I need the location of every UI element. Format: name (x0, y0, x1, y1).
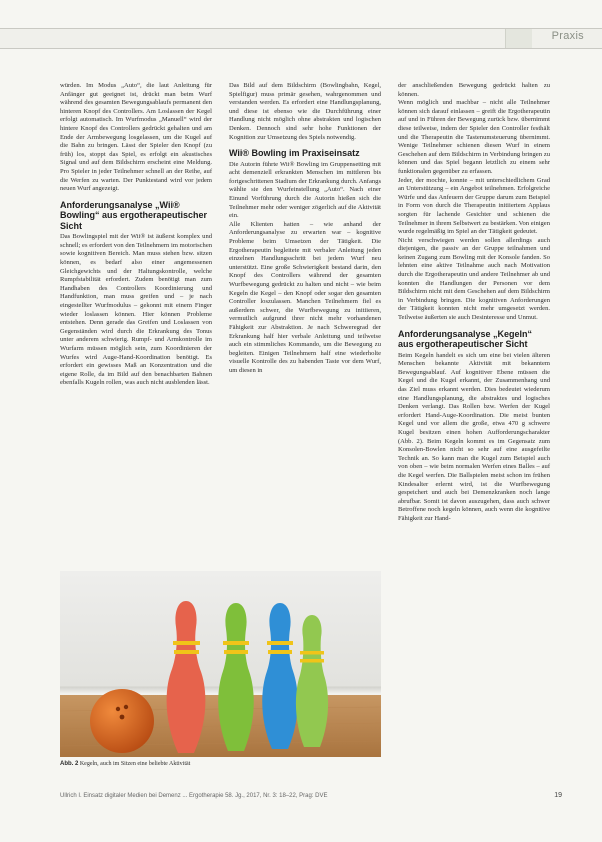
paragraph: Jeder, der mochte, konnte – mit unterschiedlichem Grad an Unterstützung – ein Angebot teilnehmen. Erfolgreiche Würfe und das Anfeuern der Gruppe darum zum Beispiel in Form von durch die Therapeutin initiiertem Applaus sorgten für lachende Gesichter und schienen die Teilnehmer in ihrem Selbstwert zu bestärken. Von einigen wurde regelmäßig im Spiel an der Tätigkeit gedeutet. (398, 176, 550, 236)
paragraph: Nicht verschwiegen werden sollen allerdings auch diejenigen, die passiv an der Gruppe teilnahmen und keinen Zugang zum Bowling mit der Konsole fanden. So lehnten eine aktive Teilnahme auch nach Motivation durch die Ergotherapeutin und andere Teilnehmer ab und konnten die Handlungen der Personen vor dem Bildschirm nicht mit dem Geschehen auf dem Bildschirm in Verbindung bringen. Die kognitiven Anforderungen der Tätigkeit konnten nicht mehr umgesetzt werden. Teilweise äußerten sie auch Desinteresse und Unmut. (398, 236, 550, 322)
caption-text: Kegeln, auch im Sitzen eine beliebte Aktivität (79, 761, 191, 767)
paragraph: würden. Im Modus „Auto“, die laut Anleitung für Anfänger gut geeignet ist, drückt man beim Wurf während des gesamten Bewegungsablaufs permanent den hinteren Knopf des Controllers. Am Loslassen der Kegel erfolgt automatisch. Im Wurfmodus „Manuell“ wird der hintere Knopf des Controllers gedrückt gehalten und am Ende der Armbewegung losgelassen, um die Kugel auf die Bahn zu bringen. Lässt der Spieler den Knopf (zu früh) los, stoppt das Spiel, es erfolgt ein akustisches Signal und auf dem Bildschirm erscheint eine Meldung. Pro Spieler in jeder Teilnehmer schnell an der Reihe, auf die Werfen zu warten. Der Punktestand wird vor jedem neuen Wurf angezeigt. (60, 82, 212, 193)
section-heading: Anforderungsanalyse „Wii® Bowling“ aus ergotherapeutischer Sicht (60, 199, 208, 231)
paragraph: Das Bild auf dem Bildschirm (Bowlingbahn, Kegel, Spielfigur) muss primär gesehen, wahrgenommen und verstanden werden. Es erfordert eine Handlungsplanung, und diese ist ebenso wie die Durchführung einer Handlung nicht möglich ohne abstrakten und logischen Denken. Dennoch sind sehr hohe Funktionen der Kognition zur Umsetzung des Spiels notwendig. (229, 82, 381, 141)
text-column-1 (60, 82, 212, 388)
section-heading: Wii® Bowling im Praxiseinsatz (229, 148, 360, 159)
section-heading: Anforderungsanalyse „Kegeln“ aus ergotherapeutischer Sicht (398, 328, 533, 350)
paragraph: Das Bowlingspiel mit der Wii® ist äußerst komplex und schnell; es erfordert von den Teilnehmern im motorischen sowie kognitiven Bereich. Man muss stehen bzw. sitzen können, es bedarf also einer angemessenen Gleichgewichts und der Haltungskontrolle, welche Rumpfstabilität erfordert. Zudem benötigt man zum Handhaben des Controllers Koordinierung und Handfunktion, man muss greifen und – je nach eingestellter Wurfmodulus – gekonnt mit einem Finger wieder loslassen können. Hier können Probleme entstehen. Denn gerade das Greifen und Loslassen von Gegenständen wird durch die Erkrankung des Tonus unter anderem schwierig. Rumpf- und Armkontrolle im Wurfarm müssen möglich sein, zum Koordinieren der Wurfes wird Auge-Hand-Koordination benötigt. Es erfordert ein gewisses Maß an Konzentration und die eigene Rolle, da im Bild auf den benachbarten Bahnen ebenfalls Kugeln rollen, was auch nicht ausblenden lässt. (60, 233, 212, 387)
figure-caption (60, 760, 381, 768)
bowling-pins-photo (60, 571, 381, 757)
paragraph: Alle Klienten hatten – wie anhand der Anforderungsanalyse zu erwarten war – kognitive Probleme beim Umsetzen der Tätigkeit. Die Ergotherapeutin begleitete mit verbaler Anleitung jeden einzelnen Handlungsschritt bei jedem Wurf neu unterstützt. Eine große Schwierigkeit bestand darin, den Knopf des Controllers während der gesamten Wurfbewegung gedrückt zu halten und nicht – wie beim Kegeln die Kegel – den Knopf oder sogar den gesamten Controller loszulassen. Manchen Teilnehmern fiel es außerdem schwer, die Wurfbewegung zu initiieren, vermutlich aufgrund ihrer nicht mehr vorhandenen Fähigkeit zur Abstraktion. Je nach Schweregrad der Erkrankung half hier verbale Anleitung und teilweise auch ein stimmliches Kommando, um die Bewegung zu begleiten. Einigen Teilnehmern half eine wiederholte visuelle Kontrolle des zu habenden Taste vor dem Wurf, um diesen in (229, 220, 381, 374)
text-column-3 (398, 82, 550, 524)
paragraph: Wenn möglich und machbar – nicht alle Teilnehmer können sich darauf einlassen – greift die Ergotherapeutin auf und in Führen der Bewegung zurück bzw. übernimmt diese teilweise, indem der Spieler den Controller festhält und die Therapeutin die Tastenumsteuerung übernimmt. Wenige Teilnehmer schienen diesen Wurf in einem Geschehen auf dem Bildschirm in Verbindung bringen zu können und das Spiel begann letztlich zu einem sehr funktionalen gegenüber zu erfassen. (398, 99, 550, 175)
text-column-2 (229, 82, 381, 376)
header-accent-block (505, 29, 532, 48)
section-header-bar (0, 28, 602, 49)
paragraph: Beim Kegeln handelt es sich um eine bei vielen älteren Menschen bekannte Aktivität mit bekanntem Bewegungsablauf. Auf kognitiver Ebene müssen die Kegel und die Kugel erkannt, der Zusammenhang und das Ziel muss erkannt werden. Dies bedeutet wiederum eine Handlungsplanung, die abstraktes und logisches Denken verlangt. Das Rollen bzw. Werfen der Kugel erfordert Hand-Auge-Koordination. Die meist bunten Kegel und vor allem die große, etwa 470 g schwere Kugel besitzen einen hohen Aufforderungscharakter (Abb. 2). Beim Kegeln kommt es im Gegensatz zum Konsolen-Bowlen nicht so sehr auf eine ausgefeilte Technik an. So kann man die Kugel zum Beispiel auch von oben – wie beim normalen Werfen eines Balles – auf die Kegel werfen. Die Ballspielen meist schon im frühen Kindesalter erlernt wird, ist die Wurfbewegung gespeichert und auch bei Demenzkranken noch lange abrufbar. Somit ist davon auszugehen, dass auch schwer Betroffene noch kegeln können, auch wenn die kognitive Fähigkeit zur Hand- (398, 351, 550, 522)
paragraph: Die Autorin führte Wii® Bowling im Gruppensetting mit acht demenziell erkrankten Menschen im mittleren bis fortgeschrittenen Stadium der Erkrankung durch. Anfangs wählte sie den Wurfeinstellung „Auto“. Nach einer Einund Vorführung durch die Autorin hießen sich die Teilnehmer mehr oder weniger zögerlich auf die Aktivität ein. (229, 160, 381, 220)
page-number: 19 (554, 792, 562, 799)
caption-label: Abb. 2 (60, 761, 79, 767)
footer-citation: Ullrich I. Einsatz digitaler Medien bei Demenz ... Ergotherapie 58. Jg., 2017, Nr. 3: 18–22, Prag: DVE (60, 793, 328, 799)
paragraph: der anschließenden Bewegung gedrückt halten zu können. (398, 82, 550, 98)
section-label: Praxis (551, 30, 584, 42)
bowling-ball (90, 689, 154, 753)
